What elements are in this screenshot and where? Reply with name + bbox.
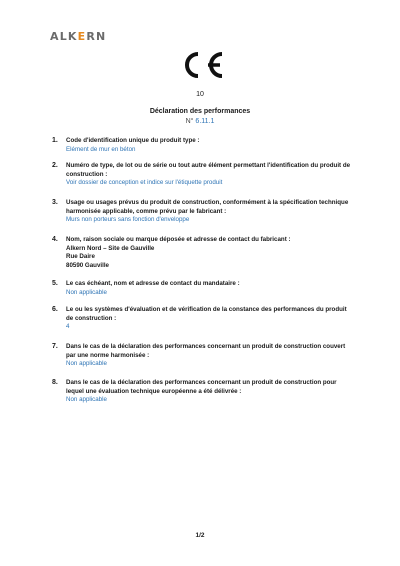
document-title: Déclaration des performances bbox=[149, 108, 251, 115]
ce-number: 10 bbox=[196, 91, 204, 98]
document-number: N° 6.11.1 bbox=[185, 118, 215, 125]
manufacturer-city: 80590 Gauville bbox=[66, 261, 109, 269]
item-question: Nom, raison sociale ou marque déposée et adresse de contact du fabricant : bbox=[66, 236, 291, 243]
ce-mark-icon bbox=[178, 50, 226, 80]
logo-text: ALKERN bbox=[50, 29, 107, 43]
item-answer: Murs non porteurs sans fonction d'enveloppe bbox=[66, 216, 190, 223]
item-question: Dans le cas de la déclaration des performances concernant un produit de construction pour lequel une évaluation technique européenne a été délivrée : bbox=[66, 379, 337, 395]
item-answer: Non applicable bbox=[66, 288, 107, 296]
item-question: Dans le cas de la déclaration des performances concernant un produit de construction couvert par une norme harmonisée : bbox=[66, 343, 346, 359]
item-question: Le cas échéant, nom et adresse de contact du mandataire : bbox=[66, 280, 240, 287]
item-answer: Elément de mur en béton bbox=[66, 145, 136, 153]
alkern-logo bbox=[50, 30, 106, 42]
item-answer: 4 bbox=[66, 323, 70, 330]
item-answer: Non applicable bbox=[66, 360, 107, 367]
item-question: Numéro de type, de lot ou de série ou tout autre élément permettant l'identification du produit de construction : bbox=[66, 162, 351, 178]
item-answer: Non applicable bbox=[66, 396, 107, 403]
manufacturer-street: Rue Daire bbox=[66, 253, 95, 260]
page-number: 1/2 bbox=[195, 532, 205, 539]
item-question: Le ou les systèmes d'évaluation et de vérification de la constance des performances du produit de construction : bbox=[66, 306, 347, 322]
item-answer: Voir dossier de conception et indice sur l'étiquette produit bbox=[66, 179, 223, 186]
item-question: Code d'identification unique du produit type : bbox=[66, 137, 200, 144]
item-question: Usage ou usages prévus du produit de construction, conformément à la spécification technique harmonisée applicable, comme prévu par le fabricant : bbox=[66, 199, 349, 215]
manufacturer-name: Alkern Nord – Site de Gauville bbox=[66, 244, 155, 252]
